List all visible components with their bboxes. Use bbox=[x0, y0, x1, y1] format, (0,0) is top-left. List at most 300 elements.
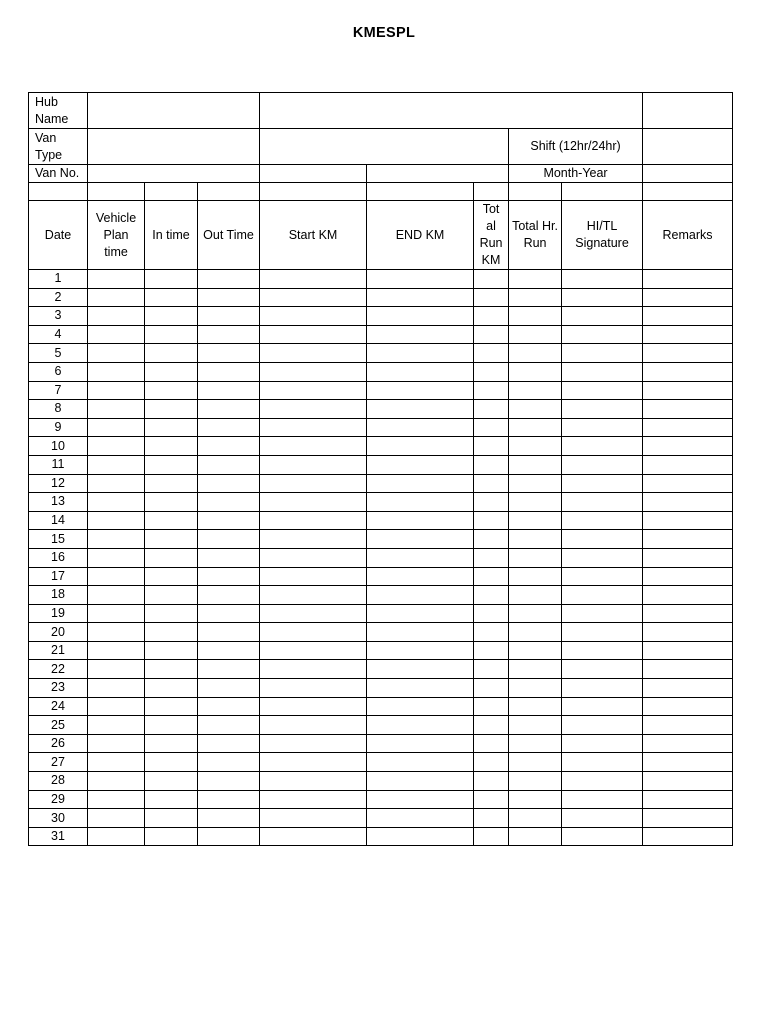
total-run-km-cell[interactable] bbox=[474, 493, 509, 512]
total-hr-run-cell[interactable] bbox=[509, 734, 562, 753]
total-run-km-cell[interactable] bbox=[474, 307, 509, 326]
in-time-cell[interactable] bbox=[145, 493, 198, 512]
month-year-field[interactable] bbox=[643, 165, 733, 183]
start-km-cell[interactable] bbox=[260, 530, 367, 549]
end-km-cell[interactable] bbox=[367, 474, 474, 493]
signature-cell[interactable] bbox=[562, 679, 643, 698]
end-km-cell[interactable] bbox=[367, 381, 474, 400]
end-km-cell[interactable] bbox=[367, 325, 474, 344]
remarks-cell[interactable] bbox=[643, 790, 733, 809]
in-time-cell[interactable] bbox=[145, 381, 198, 400]
total-run-km-cell[interactable] bbox=[474, 790, 509, 809]
signature-cell[interactable] bbox=[562, 809, 643, 828]
signature-cell[interactable] bbox=[562, 362, 643, 381]
end-km-cell[interactable] bbox=[367, 270, 474, 289]
signature-cell[interactable] bbox=[562, 437, 643, 456]
signature-cell[interactable] bbox=[562, 493, 643, 512]
signature-cell[interactable] bbox=[562, 772, 643, 791]
out-time-cell[interactable] bbox=[198, 270, 260, 289]
remarks-cell[interactable] bbox=[643, 548, 733, 567]
van-type-field[interactable] bbox=[88, 129, 260, 165]
end-km-cell[interactable] bbox=[367, 623, 474, 642]
shift-label: Shift (12hr/24hr) bbox=[509, 129, 643, 165]
in-time-cell[interactable] bbox=[145, 307, 198, 326]
out-time-cell[interactable] bbox=[198, 344, 260, 363]
end-km-cell[interactable] bbox=[367, 734, 474, 753]
end-km-cell[interactable] bbox=[367, 679, 474, 698]
signature-cell[interactable] bbox=[562, 623, 643, 642]
total-run-km-cell[interactable] bbox=[474, 400, 509, 419]
start-km-cell[interactable] bbox=[260, 586, 367, 605]
total-run-km-cell[interactable] bbox=[474, 604, 509, 623]
out-time-cell[interactable] bbox=[198, 400, 260, 419]
date-cell: 31 bbox=[29, 827, 88, 846]
start-km-cell[interactable] bbox=[260, 344, 367, 363]
van-no-extra-field-1[interactable] bbox=[260, 165, 367, 183]
in-time-cell[interactable] bbox=[145, 400, 198, 419]
signature-cell[interactable] bbox=[562, 381, 643, 400]
van-type-extra-field[interactable] bbox=[260, 129, 509, 165]
vehicle-plan-time-cell[interactable] bbox=[88, 716, 145, 735]
in-time-cell[interactable] bbox=[145, 753, 198, 772]
in-time-cell[interactable] bbox=[145, 641, 198, 660]
vehicle-plan-time-cell[interactable] bbox=[88, 362, 145, 381]
total-hr-run-cell[interactable] bbox=[509, 493, 562, 512]
start-km-cell[interactable] bbox=[260, 567, 367, 586]
end-km-cell[interactable] bbox=[367, 753, 474, 772]
signature-cell[interactable] bbox=[562, 567, 643, 586]
total-run-km-cell[interactable] bbox=[474, 567, 509, 586]
vehicle-plan-time-cell[interactable] bbox=[88, 548, 145, 567]
end-km-cell[interactable] bbox=[367, 586, 474, 605]
in-time-cell[interactable] bbox=[145, 270, 198, 289]
total-hr-run-cell[interactable] bbox=[509, 716, 562, 735]
remarks-cell[interactable] bbox=[643, 679, 733, 698]
signature-cell[interactable] bbox=[562, 511, 643, 530]
total-hr-run-cell[interactable] bbox=[509, 418, 562, 437]
hub-name-field[interactable] bbox=[88, 93, 260, 129]
in-time-cell[interactable] bbox=[145, 344, 198, 363]
total-hr-run-cell[interactable] bbox=[509, 790, 562, 809]
start-km-cell[interactable] bbox=[260, 716, 367, 735]
in-time-cell[interactable] bbox=[145, 604, 198, 623]
remarks-cell[interactable] bbox=[643, 400, 733, 419]
signature-cell[interactable] bbox=[562, 530, 643, 549]
van-no-field[interactable] bbox=[88, 165, 260, 183]
total-hr-run-cell[interactable] bbox=[509, 641, 562, 660]
total-hr-run-cell[interactable] bbox=[509, 362, 562, 381]
total-run-km-cell[interactable] bbox=[474, 697, 509, 716]
out-time-cell[interactable] bbox=[198, 809, 260, 828]
total-hr-run-cell[interactable] bbox=[509, 344, 562, 363]
in-time-cell[interactable] bbox=[145, 772, 198, 791]
vehicle-plan-time-cell[interactable] bbox=[88, 753, 145, 772]
total-hr-run-cell[interactable] bbox=[509, 604, 562, 623]
out-time-cell[interactable] bbox=[198, 827, 260, 846]
vehicle-plan-time-cell[interactable] bbox=[88, 827, 145, 846]
remarks-cell[interactable] bbox=[643, 325, 733, 344]
column-header-in-time: In time bbox=[145, 201, 198, 270]
start-km-cell[interactable] bbox=[260, 418, 367, 437]
remarks-cell[interactable] bbox=[643, 772, 733, 791]
vehicle-plan-time-cell[interactable] bbox=[88, 381, 145, 400]
start-km-cell[interactable] bbox=[260, 809, 367, 828]
total-run-km-cell[interactable] bbox=[474, 734, 509, 753]
total-run-km-cell[interactable] bbox=[474, 586, 509, 605]
end-km-cell[interactable] bbox=[367, 697, 474, 716]
total-hr-run-cell[interactable] bbox=[509, 400, 562, 419]
van-type-row bbox=[29, 129, 733, 165]
remarks-cell[interactable] bbox=[643, 809, 733, 828]
start-km-cell[interactable] bbox=[260, 772, 367, 791]
total-run-km-cell[interactable] bbox=[474, 344, 509, 363]
remarks-cell[interactable] bbox=[643, 381, 733, 400]
in-time-cell[interactable] bbox=[145, 418, 198, 437]
out-time-cell[interactable] bbox=[198, 734, 260, 753]
remarks-cell[interactable] bbox=[643, 307, 733, 326]
signature-cell[interactable] bbox=[562, 586, 643, 605]
end-km-cell[interactable] bbox=[367, 362, 474, 381]
out-time-cell[interactable] bbox=[198, 437, 260, 456]
column-header-out-time: Out Time bbox=[198, 201, 260, 270]
end-km-cell[interactable] bbox=[367, 809, 474, 828]
start-km-cell[interactable] bbox=[260, 381, 367, 400]
out-time-cell[interactable] bbox=[198, 623, 260, 642]
total-run-km-cell[interactable] bbox=[474, 623, 509, 642]
total-run-km-cell[interactable] bbox=[474, 437, 509, 456]
remarks-cell[interactable] bbox=[643, 511, 733, 530]
date-cell: 26 bbox=[29, 734, 88, 753]
remarks-cell[interactable] bbox=[643, 641, 733, 660]
signature-cell[interactable] bbox=[562, 660, 643, 679]
in-time-cell[interactable] bbox=[145, 437, 198, 456]
vehicle-plan-time-cell[interactable] bbox=[88, 455, 145, 474]
remarks-cell[interactable] bbox=[643, 474, 733, 493]
out-time-cell[interactable] bbox=[198, 716, 260, 735]
signature-cell[interactable] bbox=[562, 307, 643, 326]
signature-cell[interactable] bbox=[562, 288, 643, 307]
total-hr-run-cell[interactable] bbox=[509, 381, 562, 400]
out-time-cell[interactable] bbox=[198, 325, 260, 344]
start-km-cell[interactable] bbox=[260, 548, 367, 567]
remarks-cell[interactable] bbox=[643, 716, 733, 735]
vehicle-plan-time-cell[interactable] bbox=[88, 772, 145, 791]
total-run-km-cell[interactable] bbox=[474, 511, 509, 530]
remarks-cell[interactable] bbox=[643, 344, 733, 363]
signature-cell[interactable] bbox=[562, 455, 643, 474]
out-time-cell[interactable] bbox=[198, 288, 260, 307]
remarks-cell[interactable] bbox=[643, 660, 733, 679]
total-hr-run-cell[interactable] bbox=[509, 437, 562, 456]
end-km-cell[interactable] bbox=[367, 548, 474, 567]
total-hr-run-cell[interactable] bbox=[509, 511, 562, 530]
remarks-cell[interactable] bbox=[643, 270, 733, 289]
in-time-cell[interactable] bbox=[145, 716, 198, 735]
signature-cell[interactable] bbox=[562, 790, 643, 809]
total-hr-run-cell[interactable] bbox=[509, 288, 562, 307]
total-run-km-cell[interactable] bbox=[474, 455, 509, 474]
hub-name-corner-field[interactable] bbox=[643, 93, 733, 129]
total-hr-run-cell[interactable] bbox=[509, 586, 562, 605]
remarks-cell[interactable] bbox=[643, 827, 733, 846]
table-row bbox=[29, 474, 733, 493]
signature-cell[interactable] bbox=[562, 753, 643, 772]
out-time-cell[interactable] bbox=[198, 772, 260, 791]
total-run-km-cell[interactable] bbox=[474, 270, 509, 289]
in-time-cell[interactable] bbox=[145, 734, 198, 753]
end-km-cell[interactable] bbox=[367, 790, 474, 809]
vehicle-plan-time-cell[interactable] bbox=[88, 288, 145, 307]
end-km-cell[interactable] bbox=[367, 641, 474, 660]
end-km-cell[interactable] bbox=[367, 772, 474, 791]
in-time-cell[interactable] bbox=[145, 660, 198, 679]
total-run-km-cell[interactable] bbox=[474, 679, 509, 698]
total-run-km-cell[interactable] bbox=[474, 362, 509, 381]
vehicle-plan-time-cell[interactable] bbox=[88, 623, 145, 642]
out-time-cell[interactable] bbox=[198, 679, 260, 698]
start-km-cell[interactable] bbox=[260, 270, 367, 289]
end-km-cell[interactable] bbox=[367, 455, 474, 474]
in-time-cell[interactable] bbox=[145, 586, 198, 605]
total-hr-run-cell[interactable] bbox=[509, 772, 562, 791]
in-time-cell[interactable] bbox=[145, 288, 198, 307]
remarks-cell[interactable] bbox=[643, 734, 733, 753]
total-hr-run-cell[interactable] bbox=[509, 660, 562, 679]
remarks-cell[interactable] bbox=[643, 362, 733, 381]
total-hr-run-cell[interactable] bbox=[509, 697, 562, 716]
out-time-cell[interactable] bbox=[198, 548, 260, 567]
end-km-cell[interactable] bbox=[367, 511, 474, 530]
remarks-cell[interactable] bbox=[643, 604, 733, 623]
signature-cell[interactable] bbox=[562, 548, 643, 567]
column-header-remarks: Remarks bbox=[643, 201, 733, 270]
start-km-cell[interactable] bbox=[260, 660, 367, 679]
vehicle-plan-time-cell[interactable] bbox=[88, 344, 145, 363]
vehicle-plan-time-cell[interactable] bbox=[88, 660, 145, 679]
end-km-cell[interactable] bbox=[367, 660, 474, 679]
total-run-km-cell[interactable] bbox=[474, 288, 509, 307]
end-km-cell[interactable] bbox=[367, 307, 474, 326]
start-km-cell[interactable] bbox=[260, 493, 367, 512]
remarks-cell[interactable] bbox=[643, 567, 733, 586]
start-km-cell[interactable] bbox=[260, 400, 367, 419]
remarks-cell[interactable] bbox=[643, 586, 733, 605]
out-time-cell[interactable] bbox=[198, 604, 260, 623]
end-km-cell[interactable] bbox=[367, 288, 474, 307]
out-time-cell[interactable] bbox=[198, 641, 260, 660]
total-run-km-cell[interactable] bbox=[474, 548, 509, 567]
start-km-cell[interactable] bbox=[260, 455, 367, 474]
total-run-km-cell[interactable] bbox=[474, 474, 509, 493]
vehicle-plan-time-cell[interactable] bbox=[88, 586, 145, 605]
remarks-cell[interactable] bbox=[643, 493, 733, 512]
vehicle-plan-time-cell[interactable] bbox=[88, 325, 145, 344]
date-cell: 27 bbox=[29, 753, 88, 772]
vehicle-plan-time-cell[interactable] bbox=[88, 567, 145, 586]
signature-cell[interactable] bbox=[562, 827, 643, 846]
total-run-km-cell[interactable] bbox=[474, 753, 509, 772]
out-time-cell[interactable] bbox=[198, 418, 260, 437]
van-no-extra-field-2[interactable] bbox=[367, 165, 509, 183]
vehicle-plan-time-cell[interactable] bbox=[88, 270, 145, 289]
signature-cell[interactable] bbox=[562, 270, 643, 289]
out-time-cell[interactable] bbox=[198, 567, 260, 586]
in-time-cell[interactable] bbox=[145, 697, 198, 716]
remarks-cell[interactable] bbox=[643, 455, 733, 474]
remarks-cell[interactable] bbox=[643, 288, 733, 307]
out-time-cell[interactable] bbox=[198, 362, 260, 381]
start-km-cell[interactable] bbox=[260, 325, 367, 344]
start-km-cell[interactable] bbox=[260, 623, 367, 642]
in-time-cell[interactable] bbox=[145, 325, 198, 344]
total-run-km-cell[interactable] bbox=[474, 418, 509, 437]
total-hr-run-cell[interactable] bbox=[509, 455, 562, 474]
start-km-cell[interactable] bbox=[260, 288, 367, 307]
signature-cell[interactable] bbox=[562, 325, 643, 344]
start-km-cell[interactable] bbox=[260, 753, 367, 772]
vehicle-plan-time-cell[interactable] bbox=[88, 734, 145, 753]
out-time-cell[interactable] bbox=[198, 697, 260, 716]
total-run-km-cell[interactable] bbox=[474, 325, 509, 344]
total-run-km-cell[interactable] bbox=[474, 827, 509, 846]
start-km-cell[interactable] bbox=[260, 734, 367, 753]
in-time-cell[interactable] bbox=[145, 511, 198, 530]
in-time-cell[interactable] bbox=[145, 809, 198, 828]
total-hr-run-cell[interactable] bbox=[509, 827, 562, 846]
vehicle-plan-time-cell[interactable] bbox=[88, 641, 145, 660]
signature-cell[interactable] bbox=[562, 641, 643, 660]
out-time-cell[interactable] bbox=[198, 660, 260, 679]
hub-name-extra-field[interactable] bbox=[260, 93, 643, 129]
signature-cell[interactable] bbox=[562, 400, 643, 419]
in-time-cell[interactable] bbox=[145, 827, 198, 846]
remarks-cell[interactable] bbox=[643, 623, 733, 642]
vehicle-plan-time-cell[interactable] bbox=[88, 790, 145, 809]
total-run-km-cell[interactable] bbox=[474, 772, 509, 791]
start-km-cell[interactable] bbox=[260, 641, 367, 660]
remarks-cell[interactable] bbox=[643, 530, 733, 549]
total-run-km-cell[interactable] bbox=[474, 809, 509, 828]
total-run-km-cell[interactable] bbox=[474, 530, 509, 549]
start-km-cell[interactable] bbox=[260, 307, 367, 326]
vehicle-plan-time-cell[interactable] bbox=[88, 418, 145, 437]
total-run-km-cell[interactable] bbox=[474, 716, 509, 735]
total-hr-run-cell[interactable] bbox=[509, 474, 562, 493]
out-time-cell[interactable] bbox=[198, 381, 260, 400]
vehicle-plan-time-cell[interactable] bbox=[88, 437, 145, 456]
vehicle-plan-time-cell[interactable] bbox=[88, 604, 145, 623]
out-time-cell[interactable] bbox=[198, 790, 260, 809]
end-km-cell[interactable] bbox=[367, 567, 474, 586]
start-km-cell[interactable] bbox=[260, 679, 367, 698]
out-time-cell[interactable] bbox=[198, 307, 260, 326]
out-time-cell[interactable] bbox=[198, 455, 260, 474]
vehicle-plan-time-cell[interactable] bbox=[88, 474, 145, 493]
end-km-cell[interactable] bbox=[367, 400, 474, 419]
in-time-cell[interactable] bbox=[145, 679, 198, 698]
in-time-cell[interactable] bbox=[145, 548, 198, 567]
shift-field[interactable] bbox=[643, 129, 733, 165]
total-hr-run-cell[interactable] bbox=[509, 567, 562, 586]
total-hr-run-cell[interactable] bbox=[509, 679, 562, 698]
in-time-cell[interactable] bbox=[145, 623, 198, 642]
start-km-cell[interactable] bbox=[260, 362, 367, 381]
in-time-cell[interactable] bbox=[145, 567, 198, 586]
total-run-km-cell[interactable] bbox=[474, 660, 509, 679]
start-km-cell[interactable] bbox=[260, 604, 367, 623]
out-time-cell[interactable] bbox=[198, 753, 260, 772]
table-row bbox=[29, 362, 733, 381]
out-time-cell[interactable] bbox=[198, 511, 260, 530]
start-km-cell[interactable] bbox=[260, 474, 367, 493]
vehicle-plan-time-cell[interactable] bbox=[88, 530, 145, 549]
signature-cell[interactable] bbox=[562, 734, 643, 753]
end-km-cell[interactable] bbox=[367, 418, 474, 437]
vehicle-plan-time-cell[interactable] bbox=[88, 400, 145, 419]
start-km-cell[interactable] bbox=[260, 827, 367, 846]
out-time-cell[interactable] bbox=[198, 530, 260, 549]
date-cell: 14 bbox=[29, 511, 88, 530]
signature-cell[interactable] bbox=[562, 697, 643, 716]
total-hr-run-cell[interactable] bbox=[509, 307, 562, 326]
out-time-cell[interactable] bbox=[198, 474, 260, 493]
total-run-km-cell[interactable] bbox=[474, 381, 509, 400]
end-km-cell[interactable] bbox=[367, 827, 474, 846]
total-hr-run-cell[interactable] bbox=[509, 809, 562, 828]
total-hr-run-cell[interactable] bbox=[509, 270, 562, 289]
start-km-cell[interactable] bbox=[260, 437, 367, 456]
end-km-cell[interactable] bbox=[367, 437, 474, 456]
vehicle-plan-time-cell[interactable] bbox=[88, 697, 145, 716]
out-time-cell[interactable] bbox=[198, 586, 260, 605]
in-time-cell[interactable] bbox=[145, 455, 198, 474]
total-hr-run-cell[interactable] bbox=[509, 753, 562, 772]
in-time-cell[interactable] bbox=[145, 362, 198, 381]
vehicle-plan-time-cell[interactable] bbox=[88, 307, 145, 326]
remarks-cell[interactable] bbox=[643, 418, 733, 437]
end-km-cell[interactable] bbox=[367, 344, 474, 363]
remarks-cell[interactable] bbox=[643, 697, 733, 716]
in-time-cell[interactable] bbox=[145, 474, 198, 493]
total-hr-run-cell[interactable] bbox=[509, 623, 562, 642]
vehicle-plan-time-cell[interactable] bbox=[88, 809, 145, 828]
vehicle-plan-time-cell[interactable] bbox=[88, 679, 145, 698]
remarks-cell[interactable] bbox=[643, 437, 733, 456]
signature-cell[interactable] bbox=[562, 604, 643, 623]
total-run-km-cell[interactable] bbox=[474, 641, 509, 660]
end-km-cell[interactable] bbox=[367, 530, 474, 549]
total-hr-run-cell[interactable] bbox=[509, 530, 562, 549]
signature-cell[interactable] bbox=[562, 344, 643, 363]
remarks-cell[interactable] bbox=[643, 753, 733, 772]
in-time-cell[interactable] bbox=[145, 790, 198, 809]
end-km-cell[interactable] bbox=[367, 493, 474, 512]
start-km-cell[interactable] bbox=[260, 790, 367, 809]
out-time-cell[interactable] bbox=[198, 493, 260, 512]
start-km-cell[interactable] bbox=[260, 511, 367, 530]
total-hr-run-cell[interactable] bbox=[509, 325, 562, 344]
signature-cell[interactable] bbox=[562, 716, 643, 735]
total-hr-run-cell[interactable] bbox=[509, 548, 562, 567]
end-km-cell[interactable] bbox=[367, 716, 474, 735]
end-km-cell[interactable] bbox=[367, 604, 474, 623]
vehicle-plan-time-cell[interactable] bbox=[88, 511, 145, 530]
start-km-cell[interactable] bbox=[260, 697, 367, 716]
in-time-cell[interactable] bbox=[145, 530, 198, 549]
vehicle-plan-time-cell[interactable] bbox=[88, 493, 145, 512]
signature-cell[interactable] bbox=[562, 418, 643, 437]
signature-cell[interactable] bbox=[562, 474, 643, 493]
